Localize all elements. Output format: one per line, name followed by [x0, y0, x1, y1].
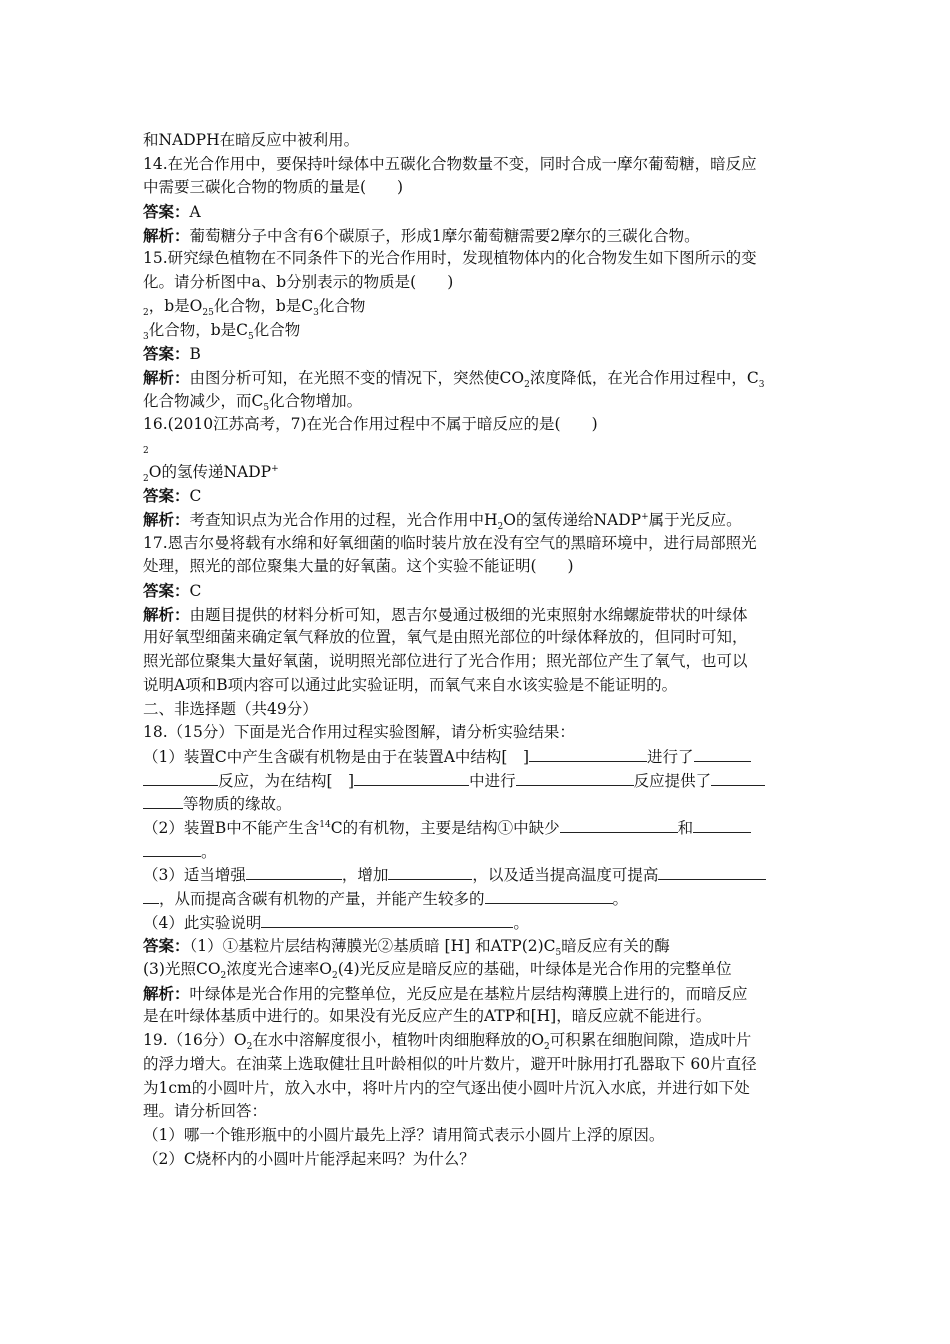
answer-blank[interactable]	[711, 769, 765, 786]
analysis-15: 解析：由图分析可知，在光照不变的情况下，突然使$CO_2$浓度降低，在光合作用过程中，$C_3$	[143, 367, 765, 390]
answer-blank[interactable]	[261, 911, 513, 928]
answer-blank[interactable]	[388, 863, 472, 880]
question-19-cont: 的浮力增大。在油菜上选取健壮且叶龄相似的叶片数片，避开叶脉用打孔器取下 60片直径	[143, 1054, 757, 1073]
question-18-part-1: （1）装置C中产生含碳有机物是由于在装置A中结构[ ] 进行了	[143, 745, 808, 769]
question-17: 17.恩吉尔曼将载有水绵和好氧细菌的临时装片放在没有空气的黑暗环境中，进行局部照光	[143, 533, 757, 552]
analysis-18: 解析：叶绿体是光合作用的完整单位，光反应是在基粒片层结构薄膜上进行的，而暗反应	[143, 983, 748, 1003]
question-14-cont: 中需要三碳化合物的物质的量是( )	[143, 178, 404, 197]
analysis-17-cont: 说明A项和B项内容可以通过此实验证明，而氧气来自水该实验是不能证明的。	[143, 675, 678, 694]
option-fragment: $_2$，b是$O_{25}$化合物，b是$C_3$化合物	[143, 296, 366, 318]
answer-blank[interactable]	[143, 792, 183, 809]
option-fragment: $_2$O的氢传递NADP+	[143, 462, 279, 484]
answer-blank[interactable]	[516, 769, 634, 786]
answer-blank[interactable]	[658, 863, 766, 880]
question-19-cont: 为1cm的小圆叶片，放入水中，将叶片内的空气逐出使小圆叶片沉入水底，并进行如下处	[143, 1078, 750, 1097]
analysis-16: 解析：考查知识点为光合作用的过程，光合作用中$H_2O$的氢传递给NADP+属于光反应。	[143, 510, 742, 533]
document-body	[143, 129, 808, 1171]
question-19-part-2: （2）C烧杯内的小圆叶片能浮起来吗？为什么？	[143, 1149, 475, 1168]
question-18-part-3: （3）适当增强 ，增加 ，以及适当提高温度可提高	[143, 863, 808, 887]
analysis-17-cont: 照光部位聚集大量好氧菌，说明照光部位进行了光合作用；照光部位产生了氧气，也可以	[143, 652, 748, 671]
question-18-part-2: （2）装置B中不能产生含$^{14}$C的有机物，主要是结构①中缺少 和	[143, 816, 808, 840]
answer-14: 答案：A	[143, 202, 201, 222]
answer-18-cont: (3)光照$CO_2$浓度光合速率$O_2(4)$光反应是暗反应的基础，叶绿体是光合作用的完整单位	[143, 960, 732, 982]
question-19-part-1: （1）哪一个锥形瓶中的小圆片最先上浮？请用简式表示小圆片上浮的原因。	[143, 1125, 665, 1144]
answer-blank[interactable]	[485, 887, 613, 904]
question-18-part-2-cont: 。	[143, 840, 808, 864]
answer-blank[interactable]	[143, 769, 218, 786]
answer-blank[interactable]	[143, 887, 159, 904]
question-15-cont: 化。请分析图中a、b分别表示的物质是( )	[143, 273, 454, 292]
analysis-17-cont: 用好氧型细菌来确定氧气释放的位置，氧气是由照光部位的叶绿体释放的，但同时可知，	[143, 628, 748, 647]
answer-blank[interactable]	[560, 816, 678, 833]
option-fragment: $_3$化合物，b是$C_5$化合物	[143, 320, 301, 342]
analysis-14: 解析：葡萄糖分子中含有6个碳原子，形成1摩尔葡萄糖需要2摩尔的三碳化合物。	[143, 225, 700, 245]
answer-18: 答案：（1）①基粒片层结构薄膜光②基质暗 [H] 和$ATP(2)C_5$暗反应有关的酶	[143, 936, 670, 959]
option-fragment: 2	[143, 445, 149, 456]
analysis-17: 解析：由题目提供的材料分析可知，恩吉尔曼通过极细的光束照射水绵螺旋带状的叶绿体	[143, 604, 748, 624]
question-18-part-1-cont: 等物质的缘故。	[143, 792, 808, 816]
section-heading: 二、非选择题（共49分）	[143, 699, 318, 718]
answer-blank[interactable]	[529, 745, 647, 762]
question-19-cont: 理。请分析回答：	[143, 1102, 268, 1121]
analysis-15-cont: 化合物减少，而$C_5$化合物增加。	[143, 391, 363, 413]
question-19: 19.（16分）$O_2$在水中溶解度很小，植物叶肉细胞释放的$O_2$可积累在细胞间隙，造成叶片	[143, 1031, 752, 1053]
question-18: 18.（15分）下面是光合作用过程实验图解，请分析实验结果：	[143, 723, 575, 742]
answer-blank[interactable]	[246, 863, 342, 880]
question-15: 15.研究绿色植物在不同条件下的光合作用时，发现植物体内的化合物发生如下图所示的变	[143, 249, 757, 268]
answer-15: 答案：B	[143, 344, 201, 364]
question-18-part-4: （4）此实验说明 。	[143, 911, 808, 935]
question-14: 14.在光合作用中，要保持叶绿体中五碳化合物数量不变，同时合成一摩尔葡萄糖，暗反应	[143, 154, 757, 173]
question-16: 16.(2010江苏高考，7)在光合作用过程中不属于暗反应的是( )	[143, 415, 598, 434]
answer-16: 答案：C	[143, 486, 202, 506]
answer-blank[interactable]	[694, 745, 751, 762]
question-18-part-1-cont: 反应，为在结构[ ] 中进行 反应提供了	[143, 769, 808, 793]
answer-blank[interactable]	[693, 816, 751, 833]
question-18-part-3-cont: ，从而提高含碳有机物的产量，并能产生较多的 。	[143, 887, 808, 911]
answer-blank[interactable]	[354, 769, 469, 786]
answer-blank[interactable]	[143, 840, 201, 857]
question-17-cont: 处理，照光的部位聚集大量的好氧菌。这个实验不能证明( )	[143, 557, 574, 576]
analysis-18-cont: 是在叶绿体基质中进行的。如果没有光反应产生的ATP和[H]，暗反应就不能进行。	[143, 1007, 712, 1026]
answer-17: 答案：C	[143, 581, 202, 601]
text-line: 和NADPH在暗反应中被利用。	[143, 131, 360, 149]
